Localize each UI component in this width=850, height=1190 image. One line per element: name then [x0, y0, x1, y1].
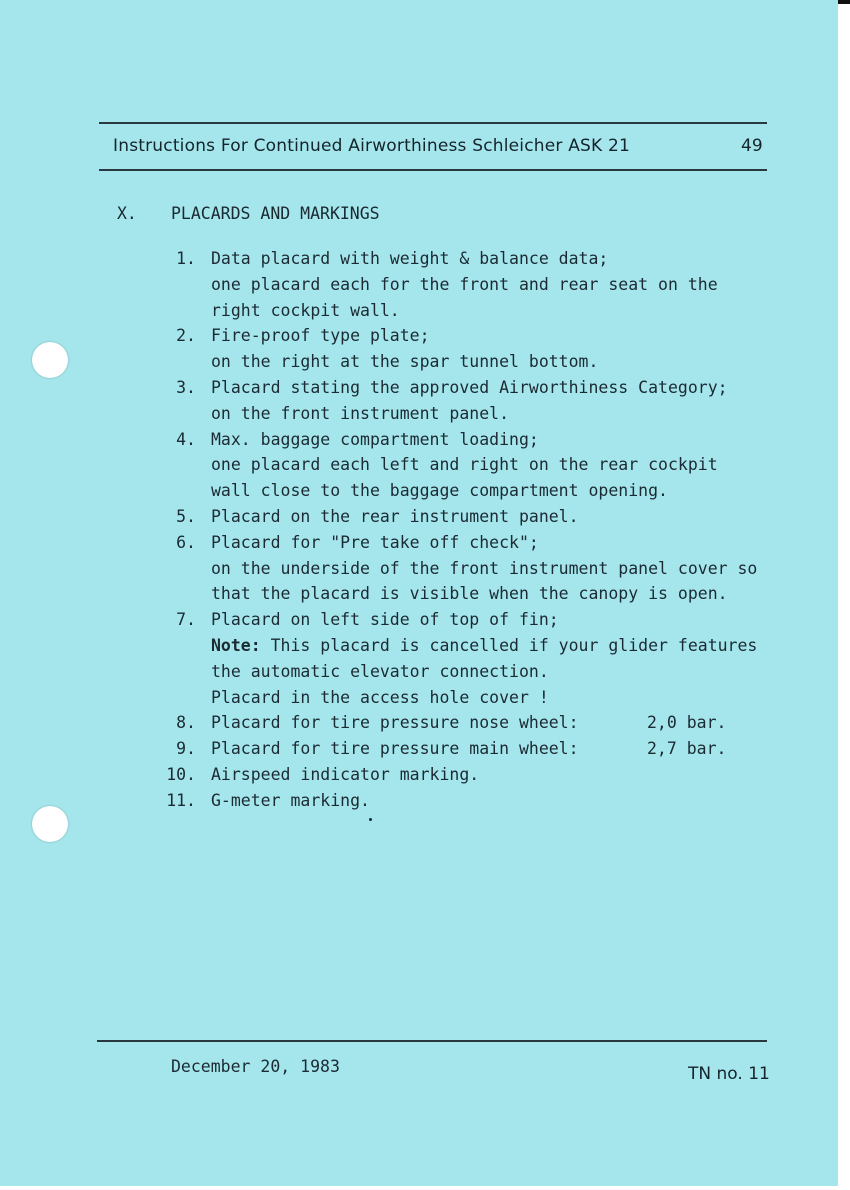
- item-text: [211, 633, 757, 659]
- item-number: 3.: [176, 377, 196, 397]
- item-text: one placard each for the front and rear seat on the: [211, 274, 718, 294]
- item-number: 6.: [176, 532, 196, 552]
- placard-list: [150, 246, 810, 814]
- note-label: Note:: [211, 635, 261, 655]
- item-text: Fire-proof type plate;: [211, 326, 430, 346]
- header-bottom-rule: [99, 169, 767, 171]
- list-item-continuation: [150, 452, 810, 478]
- page-edge: [838, 0, 850, 1190]
- item-text: Placard on left side of top of fin;: [211, 610, 559, 630]
- list-item: [150, 246, 810, 272]
- item-text: Airspeed indicator marking.: [211, 764, 480, 784]
- item-text: Placard stating the approved Airworthiness Category;: [211, 377, 728, 397]
- item-text: Max. baggage compartment loading;: [211, 429, 539, 449]
- list-item: [150, 427, 810, 453]
- list-item-continuation: [150, 401, 810, 427]
- list-item: [150, 762, 810, 788]
- item-number: 2.: [176, 326, 196, 346]
- note-text: This placard is cancelled if your glider features: [260, 635, 758, 655]
- item-number: 4.: [176, 429, 196, 449]
- list-item: [150, 788, 810, 814]
- pressure-value: 2,7 bar.: [647, 739, 727, 759]
- item-text: one placard each left and right on the rear cockpit: [211, 455, 718, 475]
- item-text: Placard for tire pressure nose wheel:: [211, 713, 579, 733]
- item-text: Placard for tire pressure main wheel:: [211, 739, 579, 759]
- list-item-continuation: [150, 272, 810, 298]
- list-item: [150, 710, 810, 736]
- item-text: Data placard with weight & balance data;: [211, 249, 609, 268]
- item-text: on the underside of the front instrument panel cover so: [211, 558, 758, 578]
- header-top-rule: [99, 122, 767, 124]
- page-number: 49: [741, 136, 763, 156]
- item-text: that the placard is visible when the canopy is open.: [211, 584, 728, 604]
- list-item: [150, 504, 810, 530]
- list-item: [150, 375, 810, 401]
- item-number: 8.: [176, 713, 196, 733]
- note-line: [150, 633, 810, 659]
- item-text: Placard in the access hole cover !: [211, 687, 549, 707]
- item-text: wall close to the baggage compartment opening.: [211, 481, 668, 501]
- list-item-continuation: [150, 349, 810, 375]
- section-heading: [117, 204, 380, 223]
- footer-date: December 20, 1983: [171, 1057, 340, 1076]
- page-edge-mark: [838, 0, 850, 4]
- item-number: 10.: [166, 764, 196, 784]
- header-title: Instructions For Continued Airworthiness Schleicher ASK 21: [113, 136, 630, 156]
- item-text: Placard on the rear instrument panel.: [211, 506, 579, 526]
- item-text: the automatic elevator connection.: [211, 661, 549, 681]
- item-number: 5.: [176, 506, 196, 526]
- list-item-continuation: [150, 659, 810, 685]
- item-number: 1.: [176, 249, 196, 268]
- list-item-continuation: [150, 581, 810, 607]
- list-item: [150, 530, 810, 556]
- stray-dot: [369, 818, 372, 821]
- punch-hole-bottom: [32, 806, 68, 842]
- footer-tn-number: TN no. 11: [688, 1064, 770, 1084]
- item-text: on the front instrument panel.: [211, 403, 510, 423]
- list-item-continuation: [150, 478, 810, 504]
- list-item: [150, 736, 810, 762]
- list-item: [150, 607, 810, 633]
- item-text: Placard for "Pre take off check";: [211, 532, 539, 552]
- list-item-continuation: [150, 556, 810, 582]
- list-item-continuation: [150, 298, 810, 324]
- item-text: G-meter marking.: [211, 790, 370, 810]
- pressure-value: 2,0 bar.: [647, 713, 727, 733]
- item-number: 11.: [166, 790, 196, 810]
- section-title: PLACARDS AND MARKINGS: [171, 204, 380, 223]
- list-item: [150, 323, 810, 349]
- item-number: 7.: [176, 610, 196, 630]
- item-text: right cockpit wall.: [211, 300, 400, 320]
- section-number: X.: [117, 204, 137, 223]
- list-item-continuation: [150, 685, 810, 711]
- item-number: 9.: [176, 739, 196, 759]
- footer-rule: [97, 1040, 767, 1042]
- punch-hole-top: [32, 342, 68, 378]
- item-text: on the right at the spar tunnel bottom.: [211, 352, 599, 372]
